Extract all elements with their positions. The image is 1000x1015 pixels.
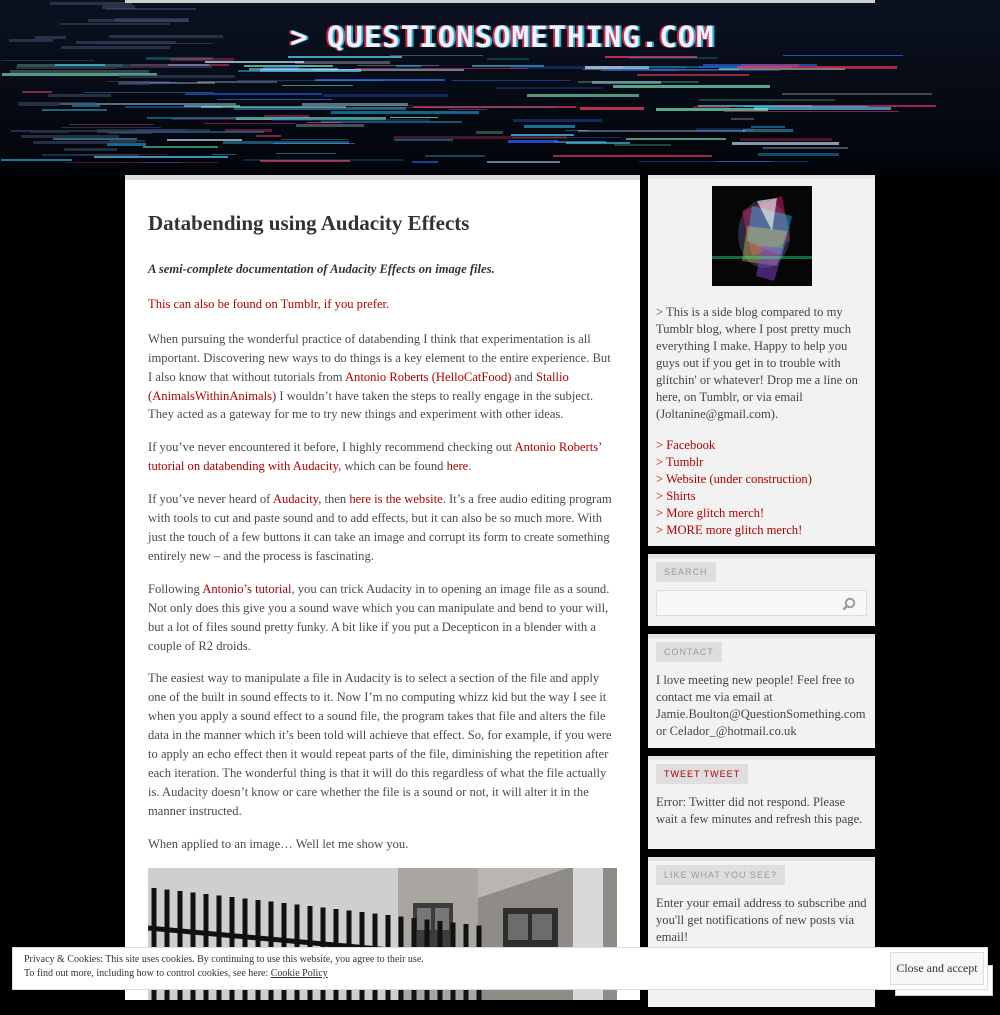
glitch-streak: [626, 138, 726, 140]
glitch-streak: [496, 87, 603, 89]
audacity-website-link[interactable]: here is the website: [349, 492, 443, 507]
text: .: [468, 459, 472, 474]
cookie-text: [24, 953, 424, 981]
glitch-streak: [331, 111, 479, 114]
audacity-link[interactable]: Audacity: [272, 492, 319, 507]
glitch-streak: [217, 99, 332, 100]
glitch-streak: [302, 103, 408, 106]
text: When pursuing the wonderful practice of databending I think that experimentation is all important. Discovering new ways to do things is a key element to the entire experience. But I also know that without tutorials from: [148, 331, 611, 384]
cookie-line-2: [24, 967, 424, 981]
glitch-streak: [527, 94, 639, 97]
glitch-streak: [33, 141, 136, 144]
glitch-streak: [237, 80, 383, 81]
glitch-streak: [782, 93, 932, 95]
text: If you’ve never heard of: [148, 492, 273, 507]
glitch-streak: [425, 155, 485, 157]
glitch-streak: [117, 64, 212, 68]
glitch-streak: [61, 127, 161, 128]
glitch-streak: [580, 107, 644, 110]
paragraph-intro: [148, 330, 617, 425]
glitch-streak: [238, 70, 361, 72]
glitch-streak: [88, 19, 188, 22]
glitch-streak: [763, 147, 848, 149]
link-more-merch[interactable]: [656, 522, 867, 539]
glitch-streak: [513, 119, 602, 122]
post-lead: A semi-complete documentation of Audacity Effects on image files.: [148, 262, 495, 276]
website-link[interactable]: > Website (under construction): [656, 472, 812, 486]
about-links: [656, 437, 867, 539]
glitch-streak: [321, 121, 462, 123]
glitch-streak: [390, 117, 438, 118]
glitch-streak: [754, 107, 891, 110]
glitch-streak: [699, 99, 835, 101]
site-title-link[interactable]: > QUESTIONSOMETHING.COM: [290, 20, 715, 54]
glitch-streak: [508, 140, 558, 143]
glitch-streak: [21, 135, 119, 138]
glitch-streak: [72, 105, 100, 107]
paragraph-trick: [148, 580, 617, 656]
glitch-streak: [167, 139, 242, 141]
glitch-streak: [295, 61, 390, 64]
glitch-streak: [76, 41, 176, 44]
glitch-streak: [118, 81, 150, 85]
glitch-streak: [724, 111, 899, 112]
glitch-streak: [428, 107, 556, 108]
glitch-streak: [452, 80, 570, 81]
text: I wouldn’t have taken the steps to really engage in the subject. They acted as a gateway for me to try new things and experiment with other ideas.: [148, 388, 594, 422]
glitch-streak: [578, 130, 745, 132]
glitch-streak: [656, 108, 768, 111]
glitch-streak: [578, 81, 699, 83]
glitch-streak: [42, 109, 107, 111]
widget-search: [648, 554, 875, 626]
widget-about: [648, 175, 875, 546]
glitch-streak: [732, 142, 839, 145]
glitch-streak: [449, 109, 487, 110]
text: If you’ve never encountered it before, I highly recommend checking out: [148, 440, 515, 455]
glitch-streak: [204, 123, 295, 124]
glitch-streak: [693, 106, 730, 108]
post-title: Databending using Audacity Effects: [148, 211, 470, 235]
widget-title-subscribe: LIKE WHAT YOU SEE?: [656, 865, 785, 885]
glitch-streak: [731, 118, 754, 120]
antonio-roberts-link[interactable]: Antonio Roberts (HelloCatFood): [344, 369, 512, 384]
tumblr-paragraph: [148, 295, 617, 314]
widget-contact: [648, 634, 875, 748]
glitch-streak: [715, 161, 772, 162]
glitch-streak: [9, 39, 53, 42]
glitch-streak: [119, 75, 235, 78]
glitch-streak: [743, 106, 868, 107]
glitch-streak: [272, 119, 430, 121]
paragraph-show: When applied to an image… Well let me show you.: [148, 836, 409, 851]
author-avatar: [712, 186, 812, 286]
glitch-streak: [94, 156, 228, 158]
glitch-streak: [35, 36, 66, 39]
glitch-streak: [10, 70, 149, 73]
glitch-streak: [553, 155, 712, 157]
cookie-line-2-text: To find out more, including how to control cookies, see here:: [24, 968, 271, 979]
glitch-streak: [61, 46, 170, 49]
glitch-streak: [16, 67, 117, 69]
glitch-streak: [42, 154, 139, 156]
glitch-streak: [487, 161, 560, 163]
glitch-streak: [18, 102, 96, 105]
glitch-streak: [22, 91, 52, 93]
glitch-streak: [511, 134, 574, 136]
glitch-streak: [758, 153, 839, 156]
glitch-streak: [1, 159, 72, 161]
glitch-streak: [601, 70, 677, 71]
glitch-streak: [355, 68, 528, 69]
glitch-streak: [256, 135, 281, 137]
shirts-link[interactable]: > Shirts: [656, 489, 696, 503]
glitch-streak: [223, 141, 349, 144]
paragraph-audacity: [148, 490, 617, 566]
paragraph-tutorial: [148, 438, 617, 476]
glitch-streak: [212, 154, 236, 155]
glitch-streak: [60, 23, 170, 25]
glitch-streak: [296, 124, 364, 127]
glitch-streak: [53, 138, 137, 140]
glitch-streak: [102, 5, 135, 9]
text: , which can be found: [338, 459, 447, 474]
widget-title-search: SEARCH: [656, 562, 716, 582]
glitch-streak: [282, 85, 353, 86]
about-text: > This is a side blog compared to my Tumblr blog, where I post pretty much everything I make. Happy to help you guys out if you get in to trouble with glitchin' or whatever! Drop me a line on here, on Tumblr, or via email (Joltanine@gmail.com).: [656, 305, 858, 421]
twitter-error-text: Error: Twitter did not respond. Please wait a few minutes and refresh this page.: [656, 795, 863, 826]
glitch-streak: [109, 132, 152, 134]
glitch-streak: [396, 65, 421, 67]
link-shirts[interactable]: [656, 488, 867, 505]
glitch-streak: [64, 148, 117, 151]
more-merch-link[interactable]: > MORE more glitch merch!: [656, 523, 803, 537]
glitch-streak: [554, 141, 606, 143]
merch-link[interactable]: > More glitch merch!: [656, 506, 765, 520]
glitch-streak: [583, 69, 739, 70]
search-icon[interactable]: [842, 597, 856, 611]
text: Following: [148, 581, 203, 596]
link-tumblr[interactable]: [656, 454, 867, 471]
glitch-streak: [143, 146, 218, 148]
cookie-policy-link[interactable]: Cookie Policy: [270, 968, 328, 979]
text: , you can trick Audacity in to opening an image file as a sound. Not only does this give you a sound wave which you can manipulate and bend to your will, but a lot of files sound pretty funky. A bit like if you put a Decepticon in a blender with a couple of R2 droids.: [148, 581, 610, 653]
text: , then: [318, 492, 350, 507]
glitch-streak: [55, 64, 105, 66]
glitch-streak: [476, 131, 503, 134]
glitch-streak: [323, 94, 448, 97]
antonio-tutorial-link[interactable]: Antonio Roberts’ tutorial on databending with Audacity: [148, 440, 602, 474]
glitch-streak: [737, 66, 897, 69]
glitch-streak: [185, 93, 322, 95]
text: . It’s a free audio editing program with tools to cut and paste sound and to add effects, but it can also be so much more. With just the touch of a few buttons it can take an image and corrupt its form to create something entirely new – and the process is fascinating.: [148, 492, 612, 563]
site-header: [0, 0, 1000, 175]
glitch-streak: [276, 153, 336, 154]
glitch-streak: [30, 132, 69, 133]
glitch-streak: [48, 94, 111, 97]
glitch-streak: [50, 2, 132, 5]
header-top-border: [125, 0, 875, 3]
glitch-streak: [1, 60, 94, 61]
subscribe-text: Enter your email address to subscribe and you'll get notifications of new posts via email!: [656, 896, 867, 944]
here-link[interactable]: here: [446, 459, 469, 474]
glitch-streak: [243, 159, 404, 161]
glitch-streak: [281, 139, 348, 140]
widget-title-contact: CONTACT: [656, 642, 722, 662]
glitch-streak: [11, 130, 108, 132]
glitch-streak: [629, 57, 718, 59]
glitch-streak: [19, 105, 59, 106]
glitch-streak: [740, 138, 832, 141]
glitch-streak: [147, 117, 301, 119]
glitch-streak: [637, 74, 749, 76]
contact-text: I love meeting new people! Feel free to contact me via email at Jamie.Boulton@QuestionSomething.com or Celador_@hotmail.co.uk: [656, 673, 866, 738]
sidebar: [648, 175, 875, 1015]
glitch-streak: [614, 144, 671, 146]
glitch-streak: [307, 122, 341, 123]
glitch-streak: [234, 107, 406, 110]
glitch-streak: [170, 58, 234, 61]
post-content: [125, 175, 640, 1000]
link-website[interactable]: [656, 471, 867, 488]
text: and: [511, 369, 536, 384]
glitch-streak: [142, 162, 182, 163]
widget-title-tweet[interactable]: TWEET TWEET: [656, 764, 748, 784]
glitch-streak: [613, 85, 770, 88]
glitch-streak: [390, 55, 483, 56]
search-input[interactable]: [656, 590, 867, 616]
glitch-streak: [282, 65, 315, 66]
stallio-link[interactable]: Stallio (AnimalsWithinAnimals): [148, 369, 569, 403]
glitch-streak: [288, 56, 402, 58]
facebook-link[interactable]: > Facebook: [656, 438, 716, 452]
glitch-streak: [783, 55, 903, 56]
glitch-streak: [84, 92, 214, 93]
antonio-tutorial-link-2[interactable]: Antonio’s tutorial: [202, 581, 292, 596]
cookie-line-1: Privacy & Cookies: This site uses cookies. By continuing to use this website, you agree to their use.: [24, 954, 424, 965]
glitch-streak: [69, 124, 154, 125]
glitch-streak: [394, 136, 567, 139]
glitch-streak: [524, 125, 575, 128]
tumblr-link[interactable]: This can also be found on Tumblr, if you prefer.: [148, 296, 390, 311]
tumblr-sidebar-link[interactable]: > Tumblr: [656, 455, 704, 469]
glitch-streak: [487, 58, 529, 60]
cookie-banner: [12, 947, 988, 990]
glitch-streak: [751, 126, 785, 128]
glitch-streak: [184, 105, 240, 107]
glitch-streak: [743, 129, 793, 132]
close-and-accept-button[interactable]: Close and accept: [890, 952, 984, 985]
glitch-streak: [205, 61, 304, 63]
link-merch[interactable]: [656, 505, 867, 522]
glitch-streak: [394, 139, 453, 141]
glitch-streak: [412, 161, 438, 163]
link-facebook[interactable]: [656, 437, 867, 454]
glitch-streak: [109, 35, 223, 38]
paragraph-manipulate: The easiest way to manipulate a file in Audacity is to select a section of the file and apply one of the built in sound effects to it. Now I’m no computing whizz kid but the way I see it when you apply a sound effect to a sound file, the program takes that file and alters the file data in the manner which it’s been told will achieve that effect. So, for example, if you were to apply an echo effect then it would repeat parts of the file, diminishing the repetition after each iteration. The wonderful thing is that it will do this regardless of what the file actually is. Audacity doesn’t know or care whether the file is a sound or not, it will alter it in the manner instructed.: [148, 671, 612, 818]
widget-twitter: [648, 756, 875, 849]
